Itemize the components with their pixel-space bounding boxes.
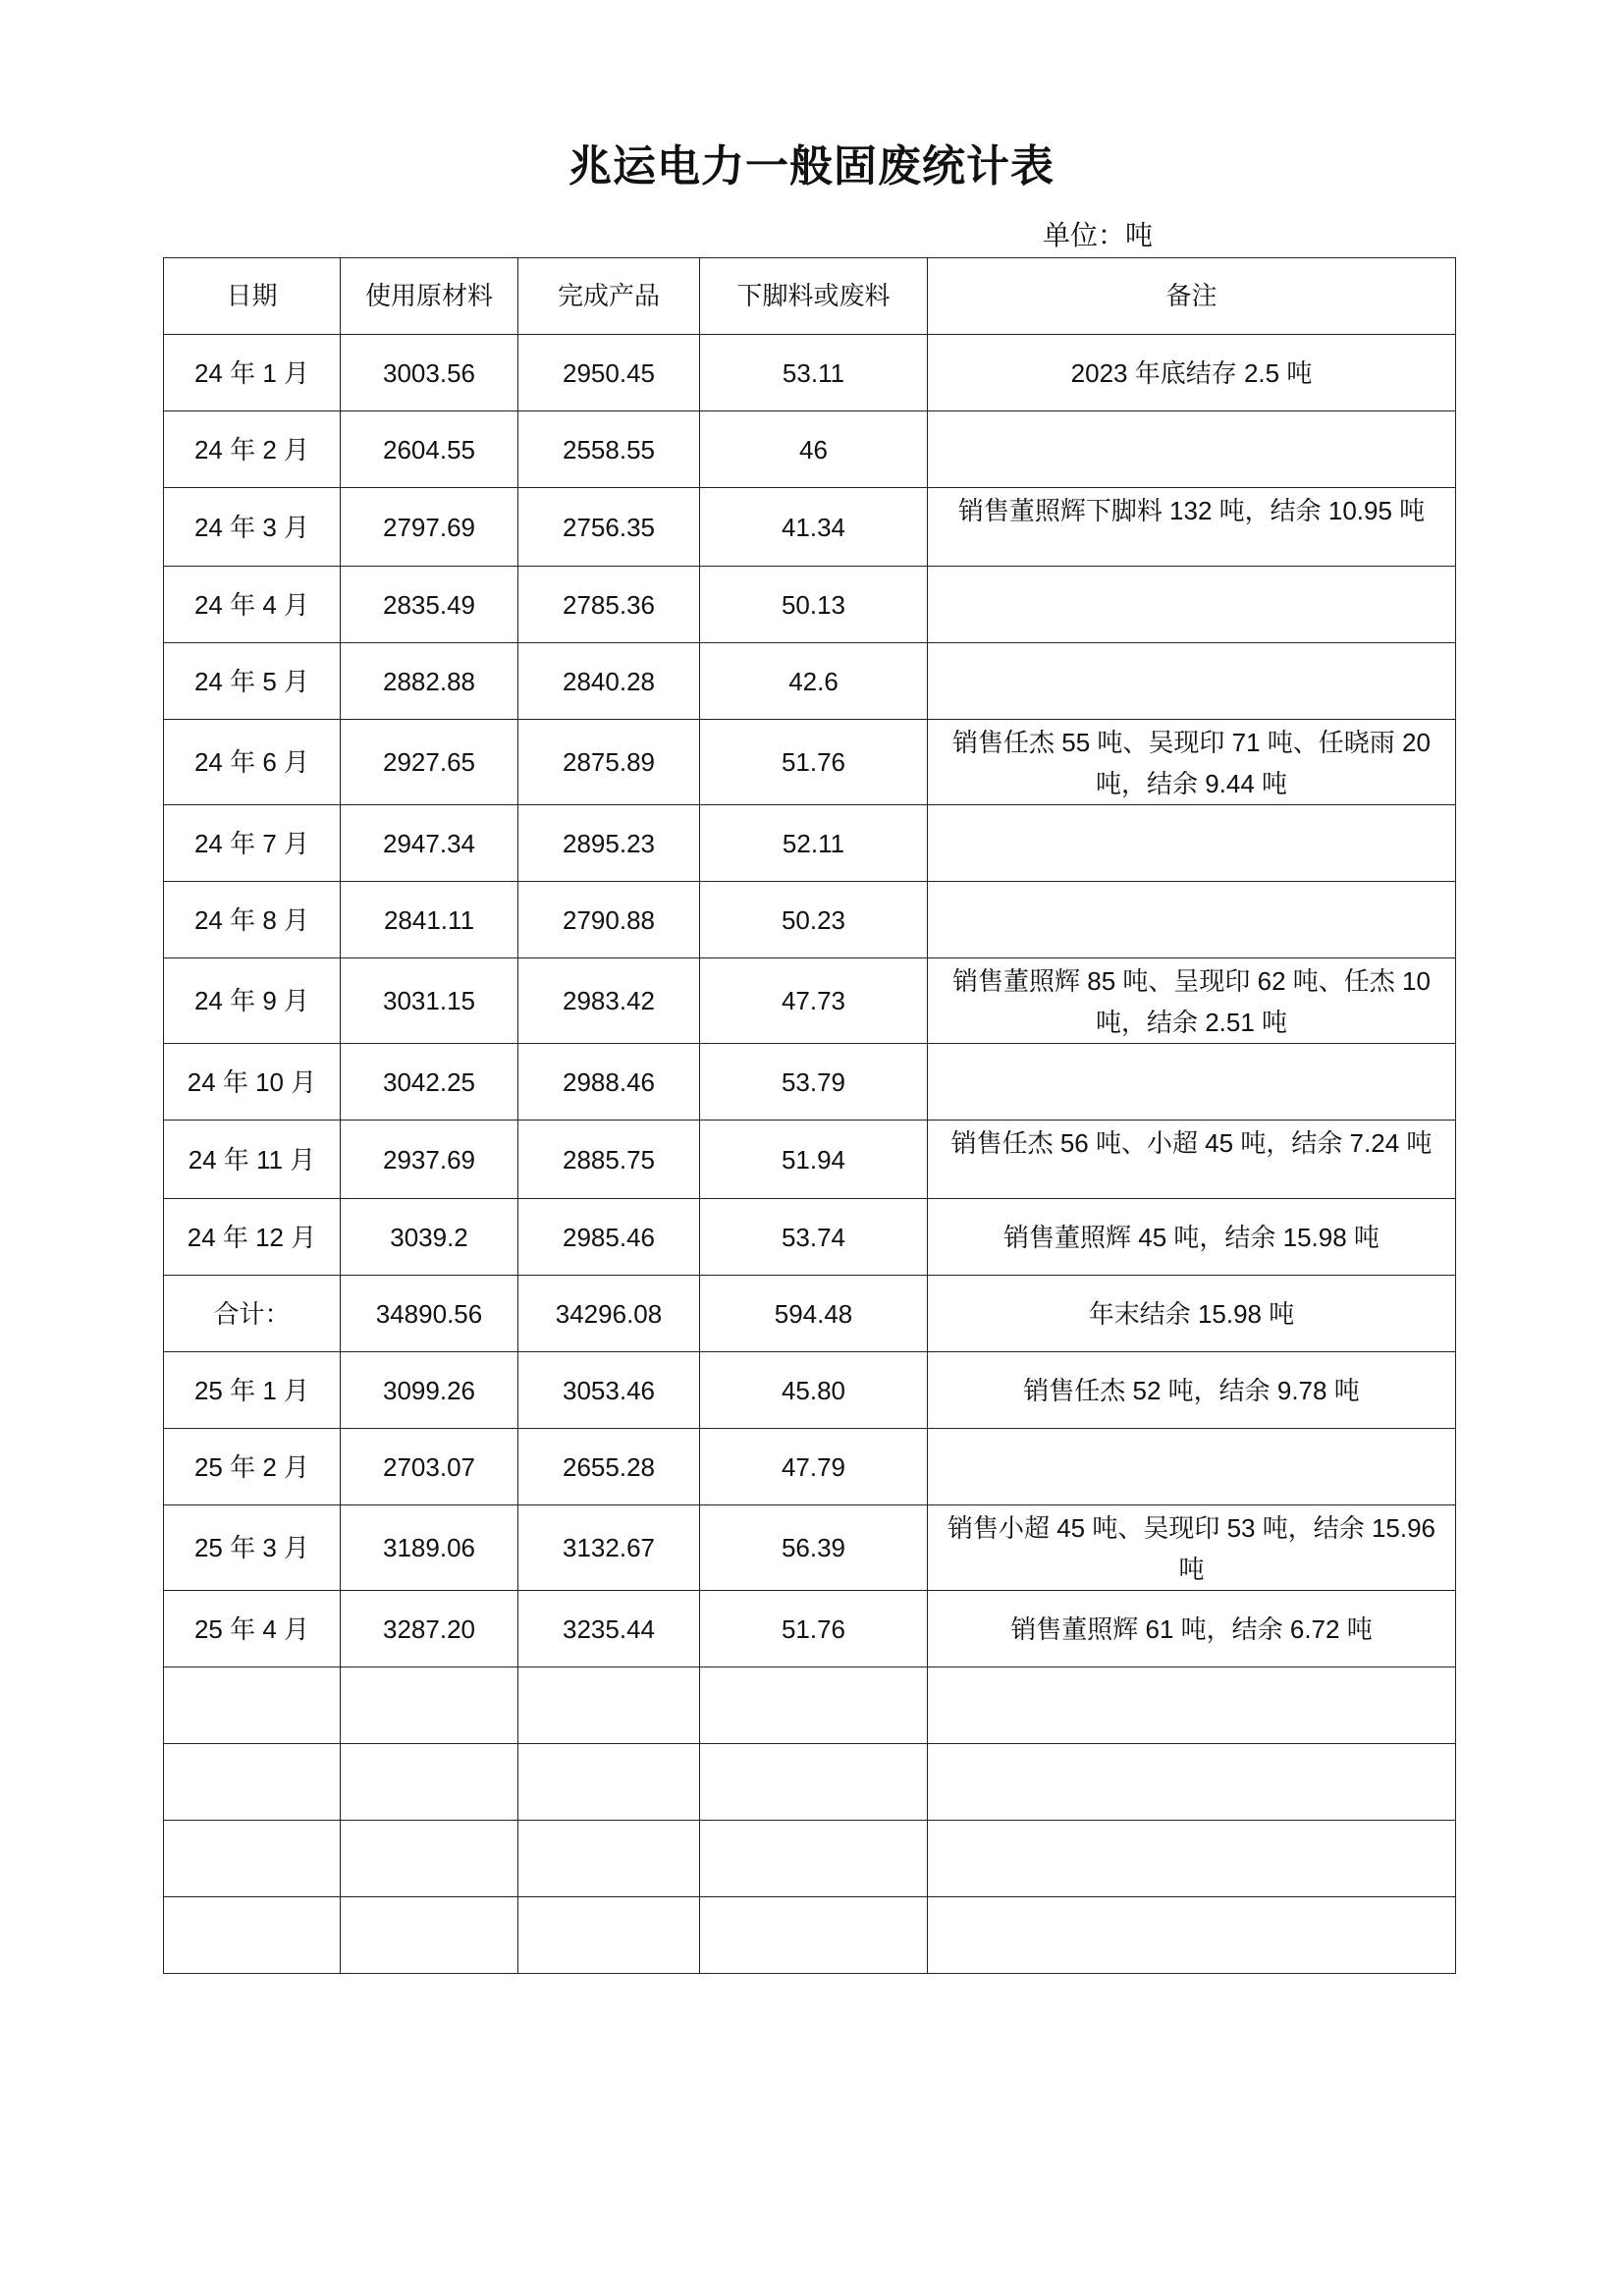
table-total-row: [164, 1276, 1456, 1352]
cell-finished-product: 2950.45: [518, 335, 700, 411]
cell-remarks: 销售董照辉 45 吨，结余 15.98 吨: [928, 1199, 1456, 1276]
cell-date: 24 年 7 月: [164, 805, 341, 882]
cell-remarks: [928, 1897, 1456, 1974]
table-row: [164, 1429, 1456, 1505]
cell-waste: 52.11: [700, 805, 928, 882]
cell-waste: 47.79: [700, 1429, 928, 1505]
cell-date: 24 年 8 月: [164, 882, 341, 958]
cell-date: 24 年 11 月: [164, 1121, 341, 1199]
table-row: [164, 335, 1456, 411]
cell-date: [164, 1744, 341, 1821]
table-row: [164, 1667, 1456, 1744]
cell-remarks: [928, 643, 1456, 720]
solid-waste-table: [163, 257, 1456, 1974]
cell-raw-material: 2947.34: [341, 805, 518, 882]
cell-waste: 53.79: [700, 1044, 928, 1121]
cell-raw-material: 3189.06: [341, 1505, 518, 1591]
cell-waste: [700, 1667, 928, 1744]
cell-finished-product: 2558.55: [518, 411, 700, 488]
cell-date: [164, 1897, 341, 1974]
cell-finished-product: [518, 1667, 700, 1744]
cell-remarks: 销售任杰 56 吨、小超 45 吨，结余 7.24 吨: [928, 1121, 1456, 1199]
cell-finished-product: 2655.28: [518, 1429, 700, 1505]
cell-remarks: 销售董照辉 85 吨、呈现印 62 吨、任杰 10 吨，结余 2.51 吨: [928, 958, 1456, 1044]
table-row: [164, 1744, 1456, 1821]
header-date: 日期: [164, 258, 341, 335]
cell-raw-material: 34890.56: [341, 1276, 518, 1352]
cell-waste: [700, 1821, 928, 1897]
cell-date: [164, 1667, 341, 1744]
cell-finished-product: 3053.46: [518, 1352, 700, 1429]
cell-finished-product: 2988.46: [518, 1044, 700, 1121]
table-row: [164, 643, 1456, 720]
cell-date: 25 年 2 月: [164, 1429, 341, 1505]
table-row: [164, 1352, 1456, 1429]
cell-raw-material: 2703.07: [341, 1429, 518, 1505]
cell-raw-material: 2882.88: [341, 643, 518, 720]
header-remarks: 备注: [928, 258, 1456, 335]
cell-raw-material: 2841.11: [341, 882, 518, 958]
table-row: [164, 1897, 1456, 1974]
cell-date: 24 年 2 月: [164, 411, 341, 488]
table-row: [164, 567, 1456, 643]
table-row: [164, 1044, 1456, 1121]
cell-waste: 51.76: [700, 1591, 928, 1667]
document-title: 兆运电力一般固废统计表: [568, 141, 1055, 191]
cell-remarks: 2023 年底结存 2.5 吨: [928, 335, 1456, 411]
table-row: [164, 1199, 1456, 1276]
cell-raw-material: [341, 1821, 518, 1897]
cell-raw-material: 2835.49: [341, 567, 518, 643]
cell-date: 25 年 4 月: [164, 1591, 341, 1667]
cell-waste: [700, 1897, 928, 1974]
cell-remarks: [928, 1044, 1456, 1121]
header-waste: 下脚料或废料: [700, 258, 928, 335]
cell-finished-product: [518, 1744, 700, 1821]
table-row: [164, 1591, 1456, 1667]
cell-date: 24 年 12 月: [164, 1199, 341, 1276]
cell-finished-product: 2840.28: [518, 643, 700, 720]
table-row: [164, 1121, 1456, 1199]
table-row: [164, 488, 1456, 567]
cell-finished-product: [518, 1821, 700, 1897]
cell-date: 24 年 10 月: [164, 1044, 341, 1121]
cell-waste: 56.39: [700, 1505, 928, 1591]
cell-finished-product: 2895.23: [518, 805, 700, 882]
table-row: [164, 411, 1456, 488]
cell-waste: 50.23: [700, 882, 928, 958]
cell-raw-material: 2927.65: [341, 720, 518, 805]
cell-date: 24 年 9 月: [164, 958, 341, 1044]
cell-waste: [700, 1744, 928, 1821]
cell-date: 24 年 1 月: [164, 335, 341, 411]
cell-finished-product: 2885.75: [518, 1121, 700, 1199]
cell-waste: 46: [700, 411, 928, 488]
cell-raw-material: 3003.56: [341, 335, 518, 411]
cell-finished-product: 2785.36: [518, 567, 700, 643]
cell-raw-material: 2797.69: [341, 488, 518, 567]
cell-raw-material: [341, 1744, 518, 1821]
cell-finished-product: 2790.88: [518, 882, 700, 958]
cell-remarks: [928, 411, 1456, 488]
table-row: [164, 720, 1456, 805]
cell-remarks: [928, 805, 1456, 882]
cell-remarks: [928, 1429, 1456, 1505]
cell-remarks: [928, 1667, 1456, 1744]
unit-label: 单位：吨: [1043, 219, 1154, 251]
cell-finished-product: 2756.35: [518, 488, 700, 567]
table-body: [164, 335, 1456, 1974]
cell-date: 24 年 6 月: [164, 720, 341, 805]
cell-raw-material: 3039.2: [341, 1199, 518, 1276]
cell-waste: 53.11: [700, 335, 928, 411]
cell-finished-product: 2983.42: [518, 958, 700, 1044]
cell-remarks: [928, 1821, 1456, 1897]
cell-finished-product: 2875.89: [518, 720, 700, 805]
cell-remarks: [928, 1744, 1456, 1821]
cell-remarks: 销售任杰 52 吨，结余 9.78 吨: [928, 1352, 1456, 1429]
table-row: [164, 882, 1456, 958]
cell-remarks: 年末结余 15.98 吨: [928, 1276, 1456, 1352]
cell-waste: 41.34: [700, 488, 928, 567]
cell-date: 25 年 1 月: [164, 1352, 341, 1429]
cell-date: 25 年 3 月: [164, 1505, 341, 1591]
cell-waste: 594.48: [700, 1276, 928, 1352]
cell-waste: 53.74: [700, 1199, 928, 1276]
cell-waste: 42.6: [700, 643, 928, 720]
cell-waste: 47.73: [700, 958, 928, 1044]
cell-date: 24 年 4 月: [164, 567, 341, 643]
cell-remarks: 销售任杰 55 吨、吴现印 71 吨、任晓雨 20 吨，结余 9.44 吨: [928, 720, 1456, 805]
table-header-row: [164, 258, 1456, 335]
cell-raw-material: 3287.20: [341, 1591, 518, 1667]
table-row: [164, 1821, 1456, 1897]
cell-waste: 50.13: [700, 567, 928, 643]
header-finished-product: 完成产品: [518, 258, 700, 335]
cell-raw-material: [341, 1897, 518, 1974]
cell-remarks: [928, 567, 1456, 643]
table-row: [164, 1505, 1456, 1591]
cell-remarks: [928, 882, 1456, 958]
cell-date: 24 年 3 月: [164, 488, 341, 567]
header-raw-material: 使用原材料: [341, 258, 518, 335]
cell-waste: 51.76: [700, 720, 928, 805]
cell-date: 合计：: [164, 1276, 341, 1352]
cell-finished-product: 3235.44: [518, 1591, 700, 1667]
cell-remarks: 销售小超 45 吨、吴现印 53 吨，结余 15.96 吨: [928, 1505, 1456, 1591]
cell-finished-product: 34296.08: [518, 1276, 700, 1352]
cell-date: 24 年 5 月: [164, 643, 341, 720]
table-row: [164, 958, 1456, 1044]
cell-raw-material: 3099.26: [341, 1352, 518, 1429]
cell-finished-product: 2985.46: [518, 1199, 700, 1276]
cell-raw-material: [341, 1667, 518, 1744]
cell-finished-product: [518, 1897, 700, 1974]
cell-remarks: 销售董照辉 61 吨，结余 6.72 吨: [928, 1591, 1456, 1667]
cell-raw-material: 2604.55: [341, 411, 518, 488]
cell-raw-material: 3042.25: [341, 1044, 518, 1121]
cell-date: [164, 1821, 341, 1897]
cell-raw-material: 3031.15: [341, 958, 518, 1044]
cell-remarks: 销售董照辉下脚料 132 吨，结余 10.95 吨: [928, 488, 1456, 567]
cell-waste: 45.80: [700, 1352, 928, 1429]
cell-waste: 51.94: [700, 1121, 928, 1199]
table-row: [164, 805, 1456, 882]
cell-raw-material: 2937.69: [341, 1121, 518, 1199]
cell-finished-product: 3132.67: [518, 1505, 700, 1591]
